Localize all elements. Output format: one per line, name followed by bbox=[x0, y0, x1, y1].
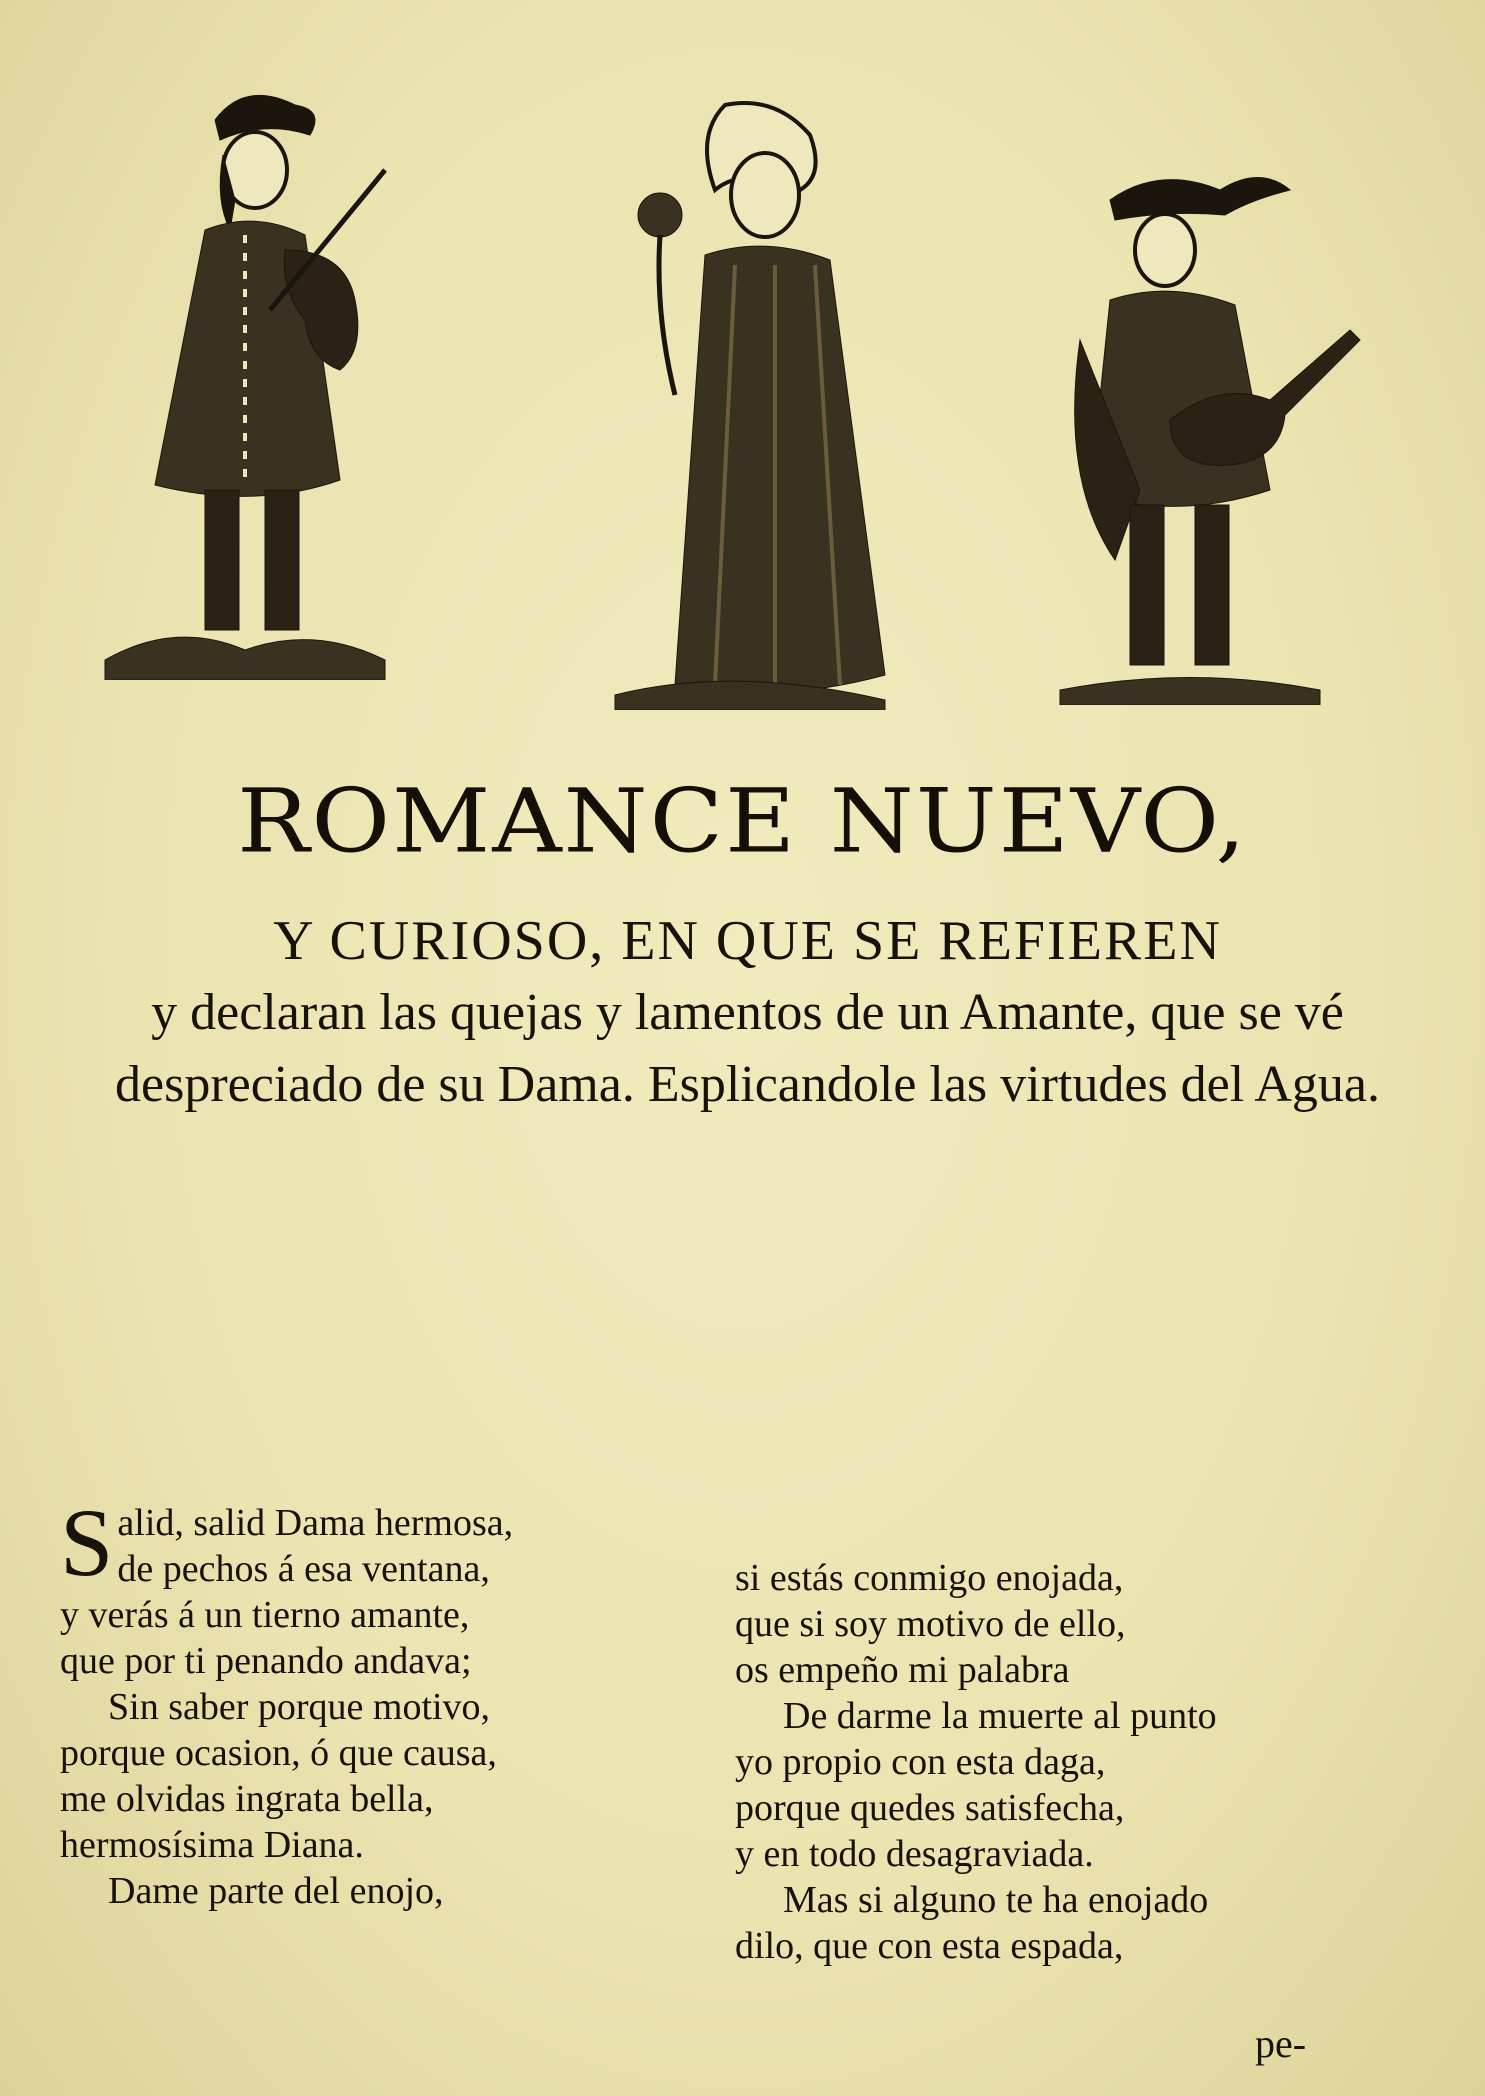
verse-line: yo propio con esta daga, bbox=[735, 1741, 1106, 1783]
verse-line: y verás á un tierno amante, bbox=[60, 1594, 470, 1636]
catchword: pe- bbox=[1255, 2021, 1307, 2066]
verse-line: dilo, que con esta espada, bbox=[735, 1925, 1124, 1967]
verse-line: alid, salid Dama hermosa, bbox=[117, 1502, 514, 1544]
verse-line: Dame parte del enojo, bbox=[108, 1870, 444, 1912]
verse-line: hermosísima Diana. bbox=[60, 1824, 364, 1866]
lady-woodcut bbox=[585, 95, 895, 710]
poem-left-column bbox=[60, 1489, 700, 1914]
verse-line: y en todo desagraviada. bbox=[735, 1833, 1094, 1875]
verse-line: De darme la muerte al punto bbox=[783, 1695, 1217, 1737]
verse-line: si estás conmigo enojada, bbox=[735, 1557, 1124, 1599]
verse-line: de pechos á esa ventana, bbox=[117, 1548, 490, 1590]
drop-cap: S bbox=[60, 1489, 114, 1596]
verse-line: Mas si alguno te ha enojado bbox=[783, 1879, 1209, 1921]
page-title: ROMANCE NUEVO, bbox=[237, 769, 1248, 873]
verse-line: porque quedes satisfecha, bbox=[735, 1787, 1125, 1829]
verse-line: que si soy motivo de ello, bbox=[735, 1603, 1126, 1645]
verse-line: Sin saber porque motivo, bbox=[108, 1686, 491, 1728]
verse-line: que por ti penando andava; bbox=[60, 1640, 472, 1682]
subtitle bbox=[80, 905, 1415, 1121]
subtitle-rest: y declaran las quejas y lamentos de un Amante, que se vé despreciado de su Dama. Esplicandole las virtudes del Agua. bbox=[115, 984, 1380, 1113]
guitarist-woodcut bbox=[1020, 160, 1365, 705]
verse-line: me olvidas ingrata bella, bbox=[60, 1778, 434, 1820]
subtitle-line1: Y CURIOSO, EN QUE SE REFIEREN bbox=[273, 910, 1222, 972]
poem-right-column bbox=[735, 1555, 1415, 1969]
verse-line: porque ocasion, ó que causa, bbox=[60, 1732, 497, 1774]
violinist-woodcut bbox=[95, 60, 395, 680]
verse-line: os empeño mi palabra bbox=[735, 1649, 1070, 1691]
